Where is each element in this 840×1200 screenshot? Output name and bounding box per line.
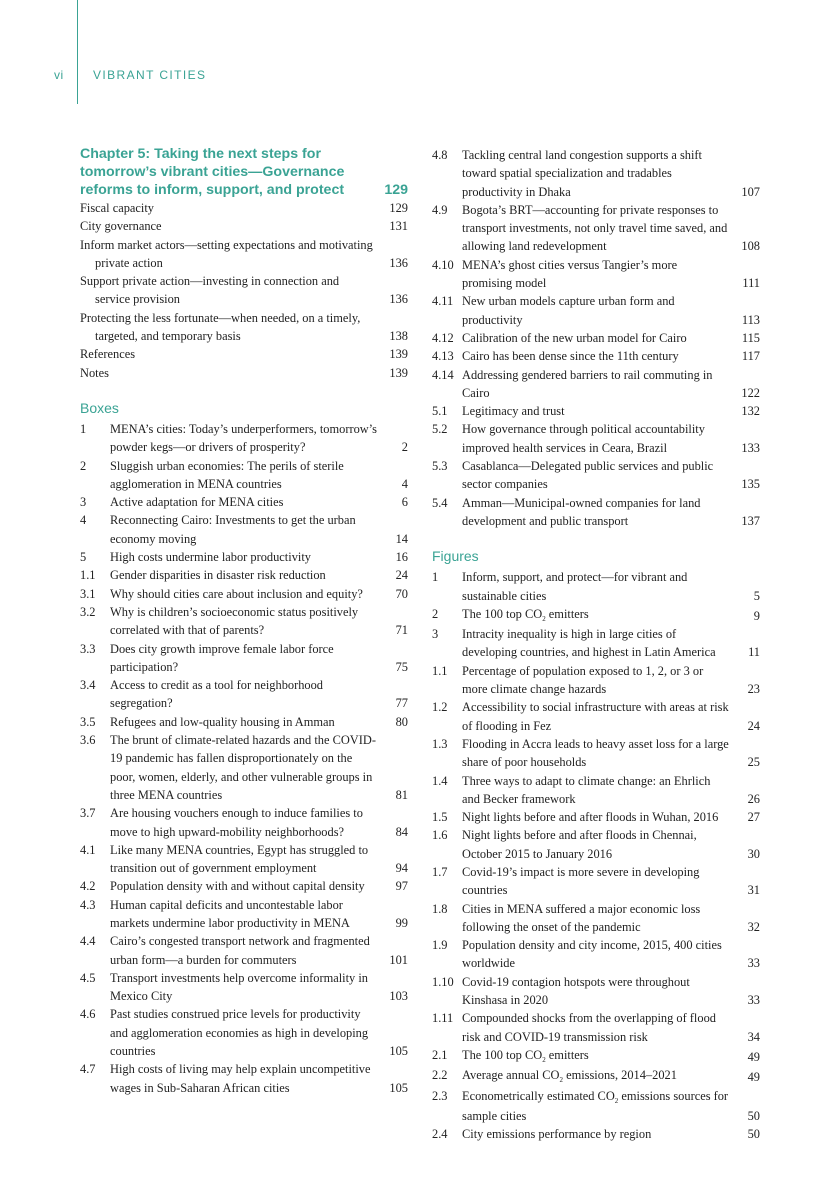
- figure-entry[interactable]: [432, 625, 760, 662]
- item-page: 5: [753, 588, 760, 603]
- figures-list: [432, 568, 760, 1143]
- toc-entry-page: 139: [389, 347, 408, 362]
- item-title: Tackling central land congestion supports a shift toward spatial specialization and tradables productivity in Dhaka: [462, 148, 703, 199]
- item-title: Why is children’s socioeconomic status positively correlated with that of parents?: [110, 604, 359, 638]
- item-title-part: emissions sources for sample cities: [462, 1088, 729, 1123]
- item-page: 30: [747, 846, 760, 861]
- item-page: 132: [741, 404, 760, 419]
- subscript: 2: [559, 1076, 563, 1085]
- item-page: 24: [747, 718, 760, 733]
- item-title: The brunt of climate-related hazards and the COVID-19 pandemic has fallen disproportionately on the poor, women, elderly, and other vulnerable groups in three MENA countries: [110, 733, 376, 802]
- item-number: 1.11: [432, 1011, 454, 1026]
- toc-entry[interactable]: [80, 364, 408, 382]
- item-page: 14: [395, 531, 408, 546]
- item-title-part: Econometrically estimated CO: [462, 1088, 615, 1103]
- item-number: 1.3: [432, 736, 448, 751]
- box-entry[interactable]: [432, 494, 760, 531]
- left-column: [80, 145, 408, 1097]
- item-page: 26: [747, 791, 760, 806]
- item-title: Are housing vouchers enough to induce families to move to high upward-mobility neighborhoods?: [110, 806, 363, 839]
- item-page: 81: [395, 787, 408, 802]
- toc-entry[interactable]: [80, 199, 408, 217]
- item-title: New urban models capture urban form and productivity: [462, 294, 675, 327]
- item-page: 2: [401, 440, 408, 455]
- item-title: Compounded shocks from the overlapping of flood risk and COVID-19 transmission risk: [462, 1011, 716, 1044]
- box-entry[interactable]: [80, 896, 408, 933]
- figure-entry[interactable]: [432, 772, 760, 809]
- chapter-title: Chapter 5: Taking the next steps for tomorrow’s vibrant cities—Governance reforms to inform, support, and protect: [80, 146, 345, 198]
- subscript: 2: [542, 614, 546, 623]
- item-title: Legitimacy and trust: [462, 404, 565, 419]
- box-entry[interactable]: [80, 640, 408, 677]
- item-number: 4.2: [80, 879, 96, 894]
- figure-entry[interactable]: [432, 863, 760, 900]
- item-page: 107: [741, 184, 760, 199]
- item-number: 5.1: [432, 404, 448, 419]
- item-number: 1.5: [432, 810, 448, 825]
- page-number: vi: [54, 68, 64, 82]
- item-title: Bogota’s BRT—accounting for private responses to transport investments, not only travel time saved, and allowing land redevelopment: [462, 202, 728, 254]
- item-number: 1.4: [432, 773, 448, 788]
- item-page: 24: [395, 568, 408, 583]
- item-number: 4: [80, 513, 87, 528]
- item-number: 2: [80, 458, 87, 473]
- box-entry[interactable]: [80, 511, 408, 548]
- item-number: 3.2: [80, 604, 96, 619]
- item-number: 2.4: [432, 1127, 448, 1142]
- item-title: Casablanca—Delegated public services and public sector companies: [462, 459, 714, 492]
- item-title: Gender disparities in disaster risk reduction: [110, 568, 326, 583]
- item-page: 9: [753, 608, 760, 623]
- item-title: Covid-19 contagion hotspots were throughout Kinshasa in 2020: [462, 974, 690, 1008]
- item-number: 4.12: [432, 330, 454, 345]
- item-page: 16: [395, 550, 408, 565]
- toc-entry-page: 139: [389, 365, 408, 380]
- item-title: Amman—Municipal-owned companies for land development and public transport: [462, 495, 701, 528]
- item-number: 1: [80, 421, 87, 436]
- box-entry[interactable]: [80, 877, 408, 895]
- item-page: 50: [747, 1127, 760, 1142]
- item-title: Refugees and low-quality housing in Amman: [110, 714, 335, 729]
- toc-entry-page: 131: [389, 219, 408, 234]
- right-column: [432, 146, 760, 1143]
- toc-entry-page: 136: [389, 255, 408, 270]
- item-title: MENA’s ghost cities versus Tangier’s more promising model: [462, 257, 678, 291]
- toc-entry-text: Protecting the less fortunate—when needed, on a timely, targeted, and temporary basis: [80, 310, 361, 344]
- item-page: 105: [389, 1080, 408, 1095]
- figure-entry[interactable]: [432, 605, 760, 625]
- item-number: 2.1: [432, 1047, 448, 1062]
- box-entry[interactable]: [432, 366, 760, 403]
- subscript: 2: [542, 1055, 546, 1064]
- item-title: Population density and city income, 2015, 400 cities worldwide: [462, 938, 722, 971]
- box-entry[interactable]: [80, 804, 408, 841]
- boxes-list-left: [80, 420, 408, 1097]
- figure-entry[interactable]: [432, 1066, 760, 1086]
- item-title: Transport investments help overcome informality in Mexico City: [110, 970, 368, 1004]
- box-entry[interactable]: [80, 457, 408, 494]
- item-number: 5: [80, 550, 87, 565]
- box-entry[interactable]: [432, 201, 760, 256]
- figure-entry[interactable]: [432, 1009, 760, 1046]
- item-title: Night lights before and after floods in Chennai, October 2015 to January 2016: [462, 828, 697, 861]
- item-page: 115: [741, 330, 760, 345]
- item-page: 122: [741, 385, 760, 400]
- item-page: 4: [401, 476, 408, 491]
- item-title: [432, 1046, 760, 1066]
- box-entry[interactable]: [432, 420, 760, 457]
- item-title: [432, 605, 760, 625]
- figure-entry[interactable]: [432, 1087, 760, 1126]
- item-number: 4.10: [432, 257, 454, 272]
- item-page: 94: [395, 861, 408, 876]
- item-number: 3.4: [80, 678, 96, 693]
- item-title: Why should cities care about inclusion and equity?: [110, 586, 363, 601]
- item-number: 1.1: [80, 568, 96, 583]
- item-page: 33: [747, 993, 760, 1008]
- item-page: 99: [395, 915, 408, 930]
- item-title-part: Average annual CO: [462, 1068, 560, 1083]
- toc-entry[interactable]: [80, 272, 408, 309]
- item-title: Does city growth improve female labor force participation?: [110, 641, 334, 674]
- box-entry[interactable]: [80, 1060, 408, 1097]
- item-number: 3: [80, 495, 87, 510]
- box-entry[interactable]: [80, 585, 408, 603]
- toc-entry-text: Fiscal capacity: [80, 201, 154, 215]
- chapter-entries: [80, 199, 408, 382]
- toc-entry-text: References: [80, 347, 136, 362]
- item-title-part: emitters: [545, 1047, 589, 1062]
- box-entry[interactable]: [80, 731, 408, 804]
- item-title: Sluggish urban economies: The perils of sterile agglomeration in MENA countries: [110, 458, 344, 491]
- figures-heading: Figures: [432, 548, 479, 565]
- item-page: 71: [395, 623, 408, 638]
- chapter-page: 129: [384, 182, 408, 198]
- item-title: Accessibility to social infrastructure with areas at risk of flooding in Fez: [462, 700, 729, 733]
- box-entry[interactable]: [432, 256, 760, 293]
- item-page: 84: [395, 824, 408, 839]
- box-entry[interactable]: [80, 493, 408, 511]
- item-title: Percentage of population exposed to 1, 2, or 3 or more climate change hazards: [462, 663, 704, 697]
- item-number: 2.2: [432, 1068, 448, 1083]
- item-number: 3.6: [80, 733, 96, 748]
- item-page: 80: [395, 714, 408, 729]
- figure-entry[interactable]: [432, 662, 760, 699]
- item-title: Active adaptation for MENA cities: [110, 495, 284, 510]
- item-page: 101: [389, 952, 408, 967]
- item-number: 5.4: [432, 495, 448, 510]
- toc-entry-page: 129: [389, 201, 408, 215]
- item-page: 133: [741, 440, 760, 455]
- item-page: 105: [389, 1044, 408, 1059]
- item-number: 4.1: [80, 842, 96, 857]
- item-number: 4.7: [80, 1062, 96, 1077]
- item-number: 3.7: [80, 806, 96, 821]
- item-page: 117: [741, 349, 760, 364]
- figure-entry[interactable]: [432, 808, 760, 826]
- item-page: 32: [747, 919, 760, 934]
- toc-entry[interactable]: [80, 217, 408, 235]
- box-entry[interactable]: [80, 1005, 408, 1060]
- item-title: Three ways to adapt to climate change: an Ehrlich and Becker framework: [462, 773, 711, 806]
- item-number: 3.1: [80, 586, 96, 601]
- box-entry[interactable]: [432, 347, 760, 365]
- item-number: 4.14: [432, 367, 454, 382]
- item-title: Inform, support, and protect—for vibrant and sustainable cities: [462, 570, 688, 603]
- item-number: 4.8: [432, 148, 448, 162]
- item-number: 3.3: [80, 641, 96, 656]
- figure-entry[interactable]: [432, 698, 760, 735]
- item-title: Flooding in Accra leads to heavy asset loss for a large share of poor households: [462, 736, 729, 770]
- item-title: Covid-19’s impact is more severe in developing countries: [462, 864, 700, 898]
- item-title: Like many MENA countries, Egypt has struggled to transition out of government employment: [110, 842, 369, 876]
- item-title: High costs of living may help explain uncompetitive wages in Sub-Saharan African cities: [110, 1062, 371, 1095]
- toc-entry-text: Inform market actors—setting expectations and motivating private action: [80, 237, 373, 270]
- item-number: 5.3: [432, 459, 448, 474]
- item-number: 1.10: [432, 974, 454, 989]
- item-title: Cairo has been dense since the 11th century: [462, 349, 679, 364]
- box-entry[interactable]: [432, 402, 760, 420]
- item-title: How governance through political accountability improved health services in Ceara, Brazil: [462, 422, 705, 455]
- box-entry[interactable]: [80, 841, 408, 878]
- item-number: 1.6: [432, 828, 448, 843]
- item-title: Past studies construed price levels for productivity and agglomeration economies as high in developing countries: [110, 1007, 369, 1059]
- toc-entry-page: 138: [389, 329, 408, 344]
- toc-entry-text: Notes: [80, 365, 109, 380]
- figure-entry[interactable]: [432, 735, 760, 772]
- box-entry[interactable]: [432, 457, 760, 494]
- box-entry[interactable]: [80, 420, 408, 457]
- subscript: 2: [614, 1096, 619, 1105]
- item-title: Access to credit as a tool for neighborhood segregation?: [110, 678, 323, 711]
- item-page: 27: [747, 810, 760, 825]
- item-number: 4.3: [80, 897, 96, 912]
- item-number: 2: [432, 606, 439, 621]
- figure-entry[interactable]: [432, 1046, 760, 1066]
- item-number: 4.11: [432, 294, 454, 309]
- item-number: 1.7: [432, 864, 448, 879]
- item-number: 1.8: [432, 901, 448, 916]
- item-page: 75: [395, 659, 408, 674]
- item-number: 1.1: [432, 663, 448, 678]
- toc-entry-text: City governance: [80, 219, 162, 234]
- item-page: 31: [747, 883, 760, 898]
- item-number: 1.2: [432, 700, 448, 715]
- figure-entry[interactable]: [432, 826, 760, 863]
- item-title: [432, 1066, 760, 1086]
- chapter-heading[interactable]: [80, 145, 408, 199]
- figure-entry[interactable]: [432, 936, 760, 973]
- item-page: 6: [401, 495, 408, 510]
- item-title: Night lights before and after floods in Wuhan, 2016: [462, 810, 719, 825]
- item-page: 113: [741, 312, 760, 327]
- item-title-part: emitters: [545, 606, 589, 621]
- item-page: 137: [741, 513, 760, 528]
- item-page: 33: [747, 956, 760, 971]
- box-entry[interactable]: [80, 548, 408, 566]
- item-page: 23: [747, 682, 760, 697]
- toc-entry[interactable]: [80, 345, 408, 363]
- item-number: 4.4: [80, 934, 96, 949]
- box-entry[interactable]: [80, 713, 408, 731]
- box-entry[interactable]: [80, 566, 408, 584]
- figure-entry[interactable]: [432, 973, 760, 1010]
- box-entry[interactable]: [80, 676, 408, 713]
- box-entry[interactable]: [432, 329, 760, 347]
- item-title: Addressing gendered barriers to rail commuting in Cairo: [462, 367, 713, 400]
- figure-entry[interactable]: [432, 1125, 760, 1143]
- item-title: Intracity inequality is high in large cities of developing countries, and highest in Latin America: [462, 627, 716, 660]
- item-number: 1: [432, 570, 439, 585]
- item-number: 2.3: [432, 1088, 448, 1103]
- toc-entry[interactable]: [80, 236, 408, 273]
- box-entry[interactable]: [432, 292, 760, 329]
- item-title: Human capital deficits and uncontestable labor markets undermine labor productivity in MENA: [110, 897, 350, 930]
- item-page: 97: [395, 879, 408, 894]
- item-number: 3.5: [80, 714, 96, 729]
- item-page: 108: [741, 239, 760, 254]
- item-title: Calibration of the new urban model for Cairo: [462, 330, 687, 345]
- box-entry[interactable]: [80, 932, 408, 969]
- item-title: MENA’s cities: Today’s underperformers, tomorrow’s powder kegs—or drivers of prosperity?: [110, 421, 377, 455]
- item-title: Reconnecting Cairo: Investments to get the urban economy moving: [110, 513, 356, 546]
- box-entry[interactable]: [80, 969, 408, 1006]
- box-entry[interactable]: [432, 146, 760, 201]
- toc-entry-page: 136: [389, 292, 408, 307]
- item-title: High costs undermine labor productivity: [110, 550, 311, 565]
- item-page: 25: [747, 755, 760, 770]
- item-number: 3: [432, 627, 439, 642]
- item-page: 111: [742, 276, 760, 291]
- item-title: Cairo’s congested transport network and fragmented urban form—a burden for commuters: [110, 934, 370, 967]
- item-page: 103: [389, 989, 408, 1004]
- item-title-part: The 100 top CO: [462, 1047, 543, 1062]
- item-title: City emissions performance by region: [462, 1127, 652, 1142]
- item-page: 11: [748, 645, 760, 660]
- toc-entry[interactable]: [80, 309, 408, 346]
- boxes-heading: Boxes: [80, 399, 119, 416]
- item-page: 50: [747, 1108, 760, 1123]
- item-title: [432, 1087, 760, 1126]
- item-title-part: The 100 top CO: [462, 606, 543, 621]
- figure-entry[interactable]: [432, 900, 760, 937]
- item-page: 49: [747, 1070, 760, 1085]
- boxes-list-right: [432, 146, 760, 530]
- header-rule: [77, 0, 78, 104]
- item-page: 77: [395, 696, 408, 711]
- item-number: 4.6: [80, 1007, 96, 1022]
- item-number: 4.5: [80, 970, 96, 985]
- item-title: Population density with and without capital density: [110, 879, 365, 894]
- figure-entry[interactable]: [432, 568, 760, 605]
- item-title: Cities in MENA suffered a major economic loss following the onset of the pandemic: [462, 901, 701, 934]
- item-page: 70: [395, 586, 408, 601]
- box-entry[interactable]: [80, 603, 408, 640]
- item-number: 4.9: [432, 202, 448, 217]
- item-number: 4.13: [432, 349, 454, 364]
- item-number: 1.9: [432, 938, 448, 953]
- toc-entry-text: Support private action—investing in connection and service provision: [80, 274, 340, 307]
- item-page: 34: [747, 1029, 760, 1044]
- item-title-part: emissions, 2014–2021: [562, 1068, 677, 1083]
- item-number: 5.2: [432, 422, 448, 437]
- running-title: VIBRANT CITIES: [93, 68, 207, 82]
- item-page: 49: [747, 1049, 760, 1064]
- item-page: 135: [741, 477, 760, 492]
